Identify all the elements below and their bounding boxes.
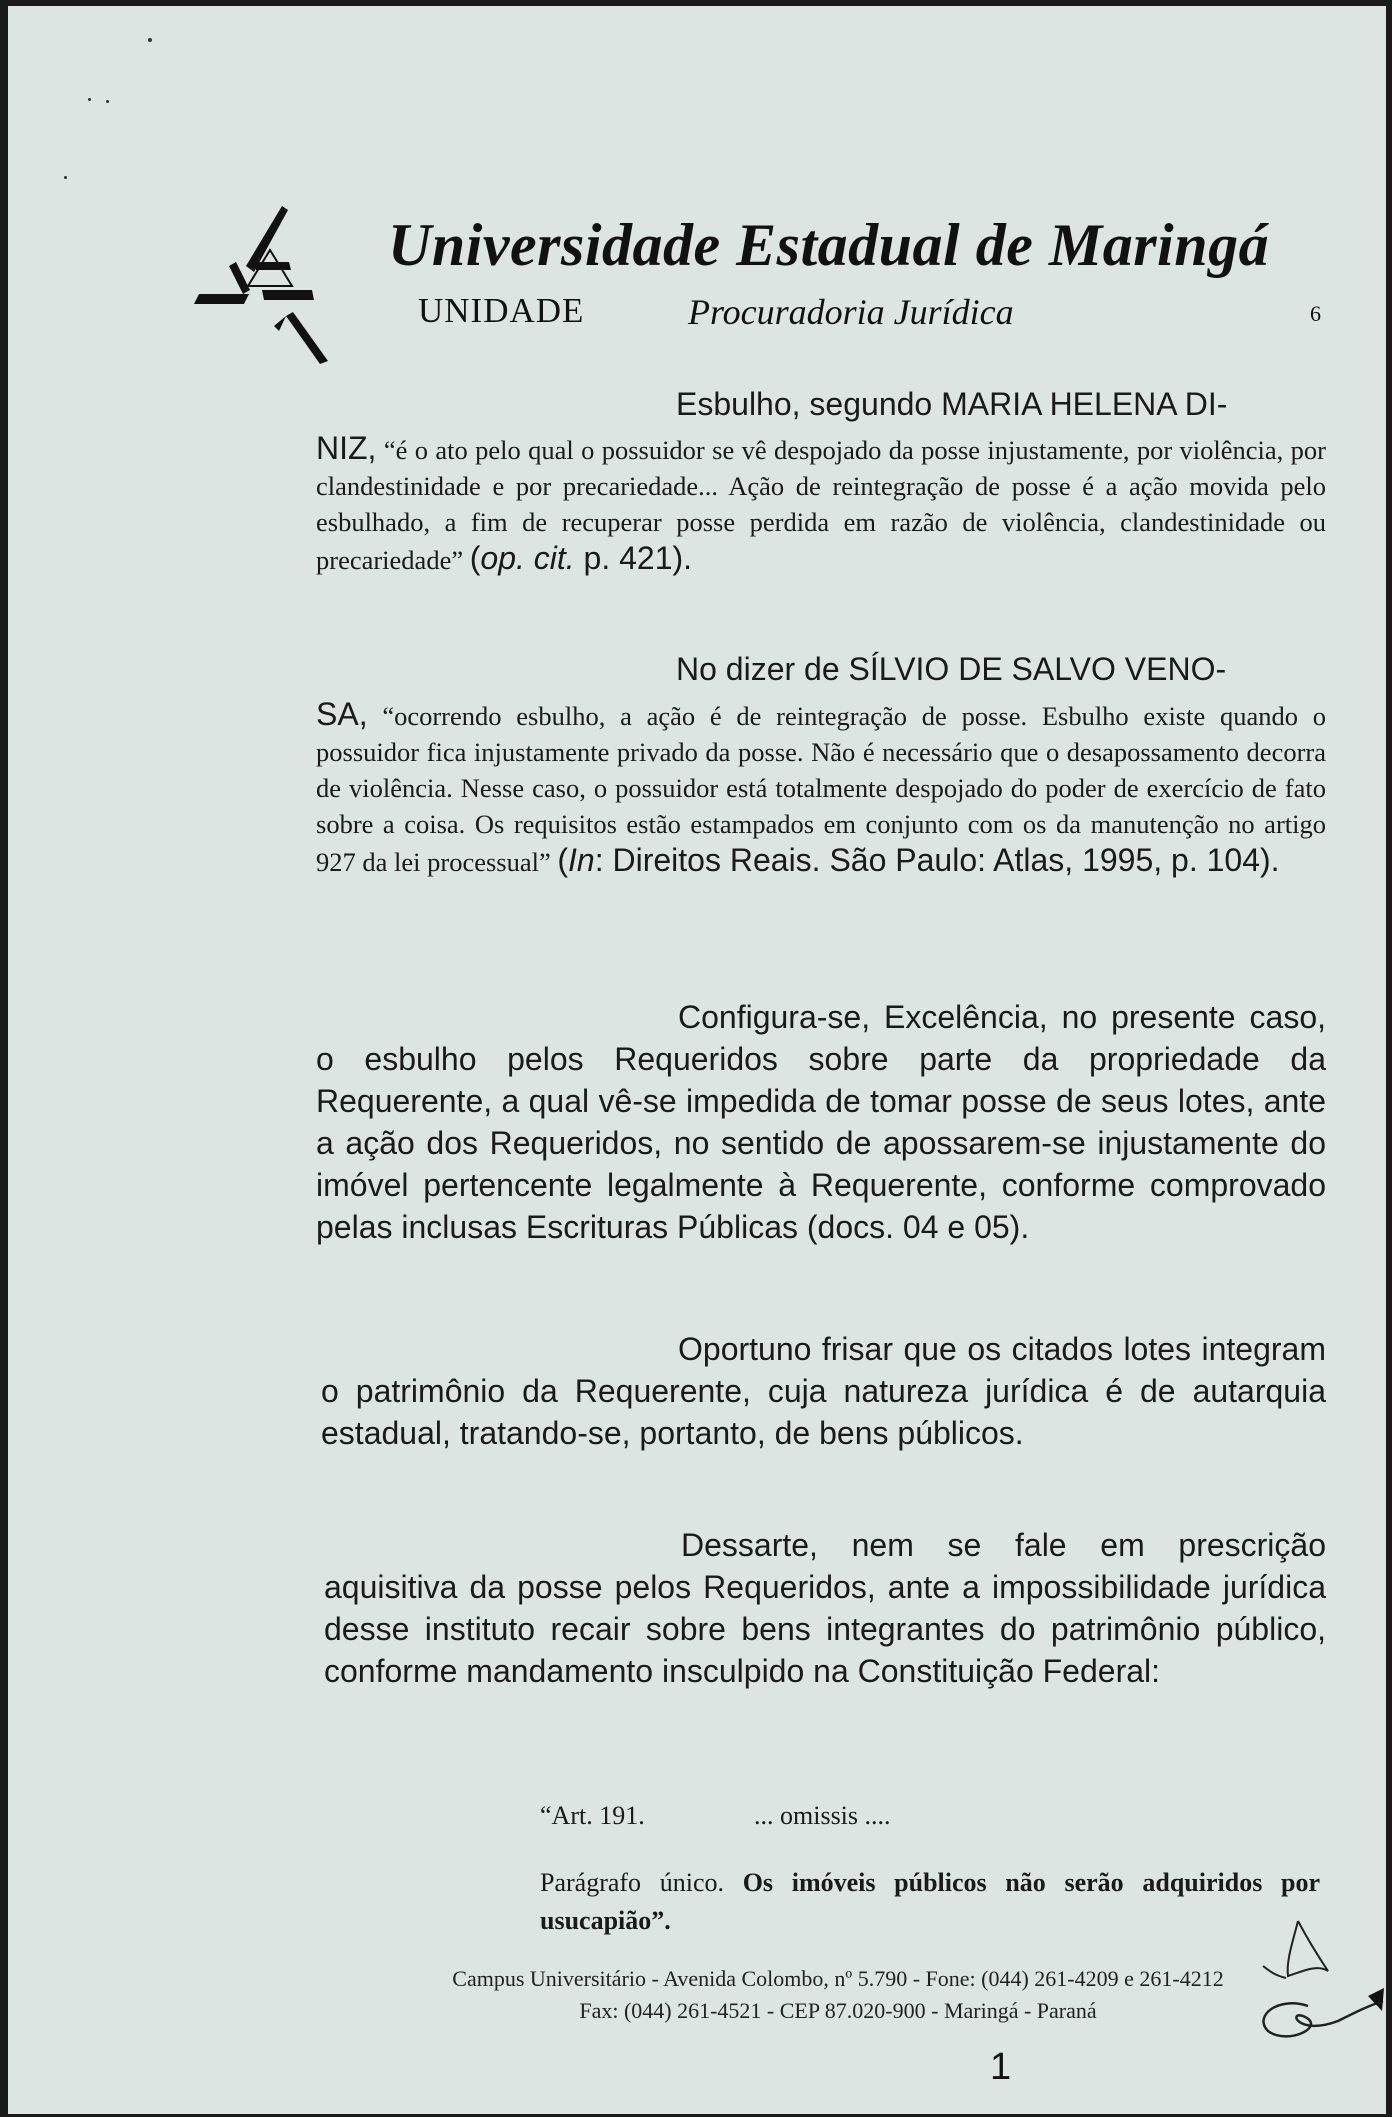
paragraph-1-lead <box>676 386 1326 423</box>
page-number: 6 <box>1310 301 1321 326</box>
paragraph-1-lead-text: Esbulho, segundo MARIA HELENA DI- <box>676 386 1228 422</box>
paragraph-2-cite-end: : Direitos Reais. São Paulo: Atlas, 1995, p. 104). <box>594 842 1280 878</box>
paragraph-1-cite-end: p. 421). <box>574 540 693 576</box>
university-title: Universidade Estadual de Maringá <box>388 212 1270 278</box>
unit-label: UNIDADE <box>418 291 585 330</box>
speck <box>106 100 109 103</box>
paragraph-3: Configura-se, Excelência, no presente caso, o esbulho pelos Requeridos sobre parte da propriedade da Requerente, a qual vê-se impedida de tomar posse de seus lotes, ante a ação dos Requeridos, no sentido de apossarem-se injustamente do imóvel pertencente legalmente à Requerente, conforme comprovado pelas inclusas Escrituras Públicas (docs. 04 e 05). <box>316 999 1326 1245</box>
initials-signature-icon <box>1258 1916 1358 1996</box>
speck <box>64 176 67 179</box>
speck <box>88 98 91 101</box>
paragraph-1-cite-italic: op. cit. <box>480 540 575 576</box>
paragraph-1-body: “é o ato pelo qual o possuidor se vê despojado da posse injustamente, por violência, por clandestinidade e por precariedade... Ação de reintegração de posse é a ação movida pelo esbulhado, a fim de recuperar posse perdida em razão de violência, clandestinidade ou precariedade” <box>316 435 1326 575</box>
quote-article: “Art. 191. <box>540 1801 645 1830</box>
paragraph-2-lead <box>676 651 1326 688</box>
unit-name: Procuradoria Jurídica <box>688 292 1014 332</box>
footer-address: Campus Universitário - Avenida Colombo, nº 5.790 - Fone: (044) 261-4209 e 261-4212 <box>452 1966 1224 1991</box>
paragraph-1 <box>316 430 1326 578</box>
paragraph-2-lead-text: No dizer de SÍLVIO DE SALVO VENO- <box>676 651 1227 687</box>
bottom-page-mark: 1 <box>990 2046 1012 2088</box>
paragraph-2 <box>316 696 1326 880</box>
quote-omissis: ... omissis .... <box>754 1801 891 1830</box>
document-page <box>8 6 1386 2114</box>
quote-paragraph <box>540 1864 1320 1940</box>
footer-contact: Fax: (044) 261-4521 - CEP 87.020-900 - Maringá - Paraná <box>579 1998 1097 2023</box>
paragraph-5: Dessarte, nem se fale em prescrição aquisitiva da posse pelos Requeridos, ante a impossibilidade jurídica desse instituto recair sobre bens integrantes do patrimônio público, conforme mandamento insculpido na Constituição Federal: <box>324 1527 1326 1689</box>
signature-icon <box>1248 1986 1386 2056</box>
speck <box>148 38 152 42</box>
paragraph-1-cite-open: ( <box>469 540 481 576</box>
paragraph-2-body: “ocorrendo esbulho, a ação é de reintegração de posse. Esbulho existe quando o possuidor fica injustamente privado da posse. Não é necessário que o desapossamento decorra de violência. Nesse caso, o possuidor está totalmente despojado do poder de exercício de fato sobre a coisa. Os requisitos estão estampados em conjunto com os da manutenção no artigo 927 da lei processual” <box>316 701 1326 877</box>
university-logo-icon <box>194 206 334 366</box>
paragraph-1-lead-cont: NIZ, <box>316 430 377 466</box>
quote-paragraph-text: Os imóveis públicos não serão adquiridos por usucapião”. <box>540 1868 1320 1935</box>
quote-paragraph-label: Parágrafo único. <box>540 1868 725 1897</box>
paragraph-2-cite-open: ( <box>557 842 569 878</box>
paragraph-4: Oportuno frisar que os citados lotes integram o patrimônio da Requerente, cuja natureza jurídica é de autarquia estadual, tratando-se, portanto, de bens públicos. <box>321 1331 1326 1451</box>
paragraph-2-lead-cont: SA, <box>316 696 368 732</box>
paragraph-2-cite-italic: In <box>568 842 595 878</box>
